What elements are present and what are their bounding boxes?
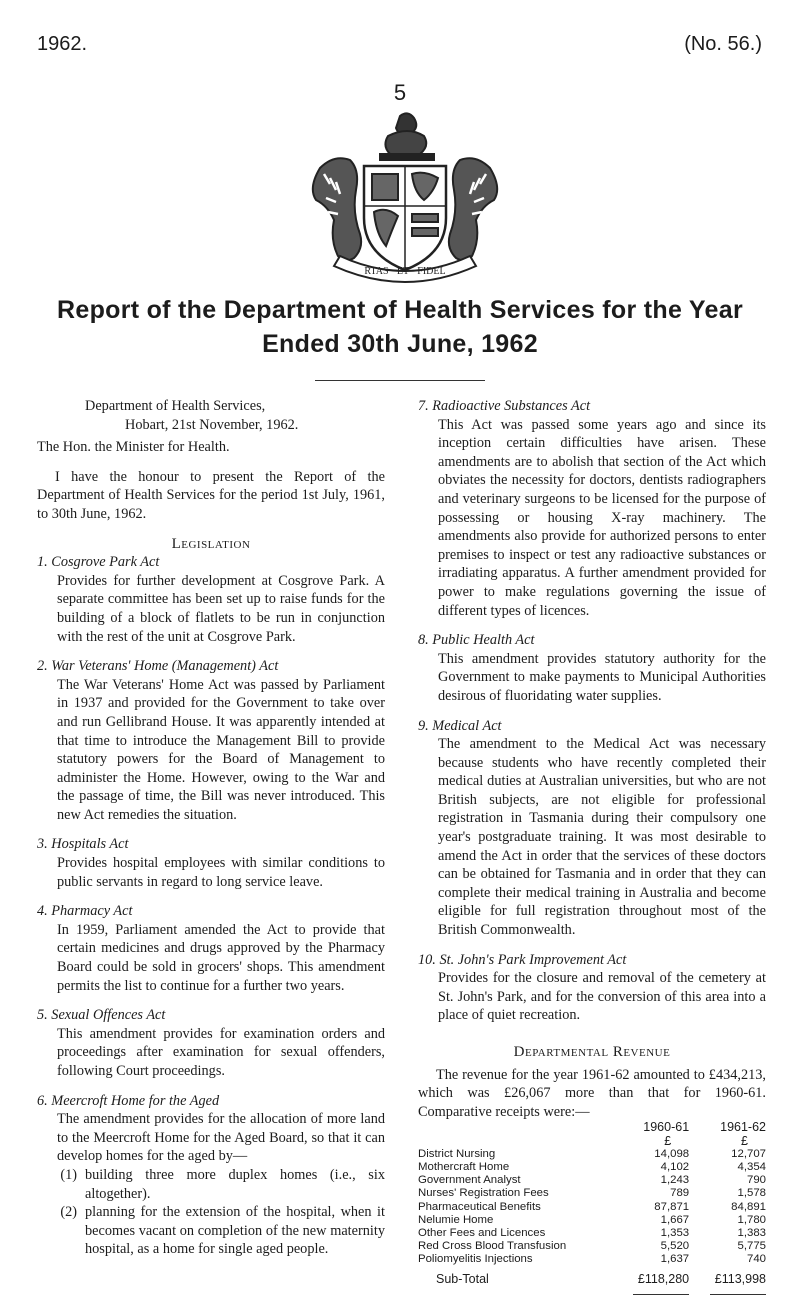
right-column — [418, 397, 766, 1299]
list-item — [37, 1166, 385, 1203]
item-8-title: 8. Public Health Act — [418, 632, 535, 649]
item-1-body: Provides for further development at Cosgrove Park. A separate committee has been set up to raise funds for the building of a block of flatlets to be run in conjunction with the rest of the unit at Cosgrove Park. — [57, 572, 385, 645]
legislation-heading: Legislation — [171, 535, 251, 552]
revenue-table — [418, 1121, 766, 1299]
subitem-number: (2) — [60, 1204, 77, 1221]
subitem-text: planning for the extension of the hospital, when it becomes vacant on completion of the new maternity hospital, as a home for single aged people. — [85, 1204, 385, 1258]
table-row: Government Analyst 1,243 790 — [418, 1174, 766, 1187]
item-7-title: 7. Radioactive Substances Act — [418, 398, 591, 414]
item-5-body: This amendment provides for examination orders and proceedings after examination for sexual offenders, following Court proceedings. — [57, 1025, 385, 1079]
item-3-title: 3. Hospitals Act — [37, 836, 129, 853]
table-row: Nurses' Registration Fees 789 1,578 — [418, 1187, 766, 1200]
intro-paragraph: I have the honour to present the Report of the Department of Health Services for the period 1st July, 1961, to 30th June, 1962. — [37, 468, 385, 522]
unit-label: £ — [664, 1133, 672, 1148]
item-2-title: 2. War Veterans' Home (Management) Act — [37, 658, 279, 675]
item-6-title: 6. Meercroft Home for the Aged — [37, 1092, 220, 1109]
item-9-title: 9. Medical Act — [418, 717, 502, 734]
coat-of-arms-icon — [300, 108, 510, 286]
item-9-body: The amendment to the Medical Act was necessary because students who have recently completed their medical duties at Australian universities, but who are not British subjects, are not eligible for professional registration in Tasmania during their compulsory one year's postgraduate training. It was most desirable to amend the Act in order that the services of these doctors can be obtained for Tasmania and in order that they can complete their medical training in Australia and become eligible for full registration throughout most of the British Commonwealth. — [438, 736, 766, 939]
item-2-body: The War Veterans' Home Act was passed by Parliament in 1937 and provided for the Government to take over and run Gellibrand House. It was apparently intended at that time to introduce the Management Bill to provide statutory powers for the Board of Management to administer the Home. However, owing to the War and the passage of time, the Bill was never introduced. This new Act remedies the situation. — [57, 676, 385, 823]
column-header: 1960-61 — [643, 1120, 690, 1135]
revenue-intro: The revenue for the year 1961-62 amounted to £434,213, which was £26,067 more than that for 1960-61. Comparative receipts were:— — [418, 1066, 766, 1120]
page-number: 5 — [393, 80, 407, 105]
table-row: Pharmaceutical Benefits 87,871 84,891 — [418, 1200, 766, 1213]
document-number: (No. 56.) — [684, 33, 762, 55]
report-title-line-1: Report of the Department of Health Services for the Year — [57, 296, 743, 324]
table-row: Poliomyelitis Injections 1,637 740 — [418, 1253, 766, 1266]
table-row: Mothercraft Home 4,102 4,354 — [418, 1160, 766, 1173]
report-title-line-2: Ended 30th June, 1962 — [262, 330, 538, 358]
item-4-body: In 1959, Parliament amended the Act to provide that certain medicines and drugs approved by the Pharmacy Board could be sold in grocers' shops. This amendment permits the list to continue for a further two years. — [57, 921, 385, 994]
subitem-number: (1) — [60, 1166, 77, 1183]
item-10-body: Provides for the closure and removal of the cemetery at St. John's Park, and for the conversion of this area into a place of quiet recreation. — [438, 970, 766, 1024]
subtotal-row: Sub-Total £118,280 £113,998 — [436, 1271, 766, 1286]
subitem-text: building three more duplex homes (i.e., six altogether). — [85, 1166, 385, 1202]
item-6-body: The amendment provides for the allocation of more land to the Meercroft Home for the Aged Board, so that it can develop homes for the aged by— — [57, 1111, 385, 1165]
item-10-title: 10. St. John's Park Improvement Act — [418, 951, 627, 968]
unit-label: £ — [741, 1133, 748, 1148]
item-8-body: This amendment provides statutory authority for the Government to make payments to Municipal Authorities desirous of fluoridating water supplies. — [438, 650, 766, 704]
column-header: 1961-62 — [720, 1120, 766, 1135]
sender-line-2: Hobart, 21st November, 1962. — [125, 416, 299, 433]
table-row: Nelumie Home 1,667 1,780 — [418, 1213, 766, 1226]
item-1-title: 1. Cosgrove Park Act — [37, 554, 160, 571]
left-column — [37, 397, 385, 1259]
list-item — [37, 1203, 385, 1259]
item-5-title: 5. Sexual Offences Act — [37, 1007, 166, 1024]
title-divider — [315, 380, 485, 381]
table-row: District Nursing 14,098 12,707 — [418, 1147, 766, 1160]
item-4-title: 4. Pharmacy Act — [37, 903, 133, 920]
table-row: Other Fees and Licences 1,353 1,383 — [418, 1227, 766, 1239]
sender-line-1: Department of Health Services, — [85, 398, 266, 414]
item-3-body: Provides hospital employees with similar conditions to public servants in regard to long service leave. — [57, 855, 385, 890]
salutation: The Hon. the Minister for Health. — [37, 439, 230, 456]
table-row: Red Cross Blood Transfusion 5,520 5,775 — [418, 1240, 766, 1253]
revenue-heading: Departmental Revenue — [513, 1044, 671, 1060]
item-7-body: This Act was passed some years ago and since its inception certain difficulties have arisen. These amendments are to abolish that section of the Act which obviates the necessity for doctors, dentists radiographers and veterinary surgeons to be licensed for the purpose of possessing or housing X-ray machinery. The amendments also provide for authorized persons to enter premises to inspect or test any radioactive substances or irradiating apparatus. A further amendment provided for power to make regulations governing the issue of different types of licences. — [438, 416, 766, 619]
crest-motto: RTAS · ET · FIDEL — [364, 266, 446, 277]
year-label: 1962. — [37, 33, 88, 55]
